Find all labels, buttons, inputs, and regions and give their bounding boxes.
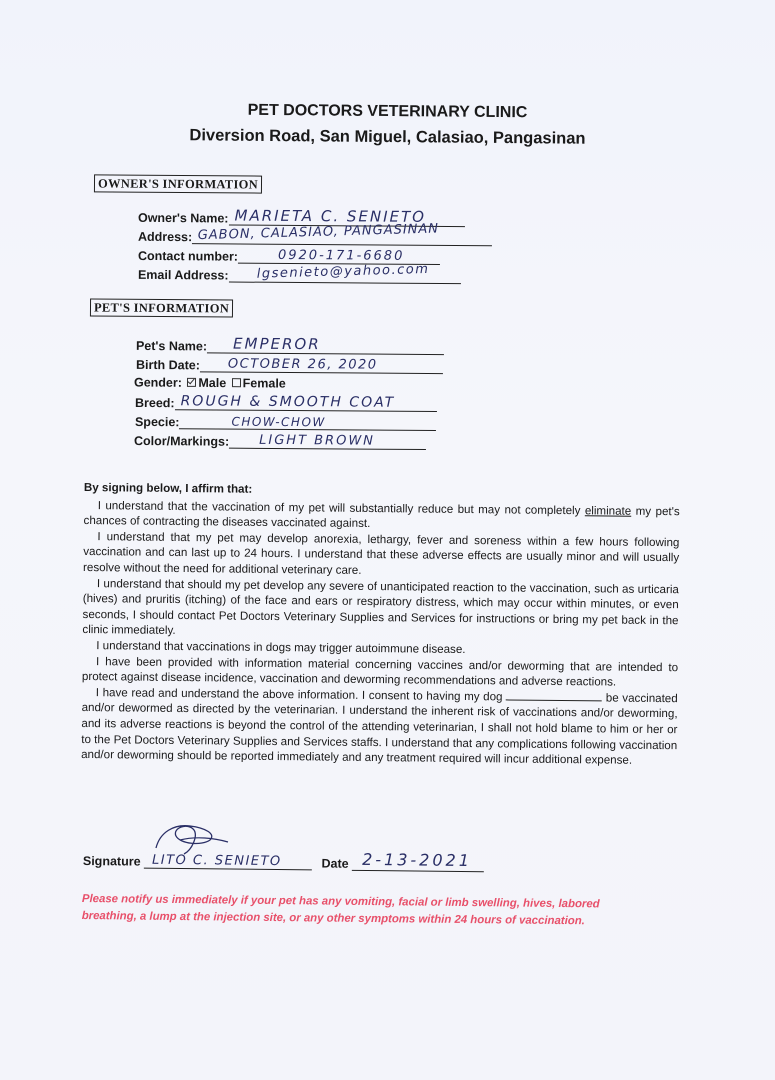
gender-female-checkbox[interactable] — [232, 378, 241, 387]
aftercare-notice: Please notify us immediately if your pet has any vomiting, facial or limb swelling, hives, labored breathing, a lump at the injection site, or any other symptoms within 24 hours of vaccination. — [81, 892, 600, 928]
date-label: Date — [321, 856, 349, 871]
consent-text — [81, 480, 680, 769]
pet-gender-field — [134, 375, 286, 390]
owner-email-field — [137, 261, 461, 284]
date-value: 2-13-2021 — [362, 849, 473, 871]
gender-female-label: Female — [242, 376, 286, 391]
consent-p6-text-end: be vaccinated and/or dewormed as directed by the veterinarian. I understand the inherent risk of vaccinations and/or deworming, and its adverse reactions is beyond the control of the attending veterinarian, I shall not hold blame to him or her or to the Pet Doctors Veterinary Supplies and Services staffs. I understand that any complications following vaccination and/or deworming should be reported immediately and any treatment required will incur additional expense. — [81, 691, 678, 767]
owner-email-value: lgsenieto@yahoo.com — [256, 261, 430, 282]
owner-email-line — [228, 261, 460, 285]
pet-breed-line — [175, 395, 437, 412]
owner-name-value: MARIETA C. SENIETO — [234, 206, 427, 226]
owner-name-label: Owner's Name: — [137, 210, 229, 226]
pet-color-field — [134, 433, 426, 450]
date-line[interactable] — [352, 849, 484, 872]
pet-birth-line — [200, 357, 443, 374]
consent-p1-text: I understand that the vaccination of my pet will substantially reduce but may not completely — [97, 498, 585, 517]
signature-value: LITO C. SENIETO — [151, 852, 282, 870]
gender-male-label: Male — [198, 375, 227, 391]
consent-p1-underlined: eliminate — [584, 503, 632, 518]
consent-paragraph — [81, 685, 678, 769]
signature-row — [82, 849, 484, 872]
owner-contact-value: 0920-171-6680 — [277, 247, 405, 264]
consent-p1-text-end: my pet's chances of contracting the diseases vaccinated against. — [83, 504, 680, 531]
clinic-name: PET DOCTORS VETERINARY CLINIC — [247, 101, 528, 122]
signature-line[interactable] — [144, 854, 312, 871]
owner-address-value: GABON, CALASIAO, PANGASINAN — [197, 221, 440, 244]
pet-birth-label: Birth Date: — [135, 357, 200, 373]
consent-p6-text: I have read and understand the above information. I consent to having my dog — [95, 685, 507, 704]
pet-name-line — [207, 334, 444, 355]
pet-color-label: Color/Markings: — [133, 433, 230, 449]
pet-name-label: Pet's Name: — [135, 338, 208, 354]
pet-name-value: EMPEROR — [233, 334, 321, 354]
pet-gender-label: Gender: — [133, 375, 182, 390]
owner-address-line — [192, 221, 492, 246]
pet-specie-value: CHOW-CHOW — [231, 414, 326, 430]
owner-address-field — [137, 221, 492, 246]
pet-breed-label: Breed: — [134, 395, 175, 411]
owner-address-label: Address: — [137, 229, 193, 245]
pet-color-value: LIGHT BROWN — [259, 432, 375, 449]
consent-paragraph: I understand that my pet may develop anorexia, lethargy, fever and soreness within a few hours following vaccination and can last up to 24 hours. I understand that these adverse effects are usually minor and will usually resolve without the need for additional veterinary care. — [83, 529, 680, 577]
owner-email-label: Email Address: — [137, 267, 229, 283]
clinic-address: Diversion Road, San Miguel, Calasiao, Pangasinan — [189, 126, 586, 148]
signature-scrawl-icon — [150, 820, 230, 856]
consent-paragraph: I understand that should my pet develop any severe of unanticipated reaction to the vaccination, such as urticaria (hives) and pruritis (itching) of the face and ears or respiratory distress, which may occur within minutes, or even seconds, I should contact Pet Doctors Veterinary Supplies and Services for instructions or bring my pet back in the clinic immediately. — [82, 576, 679, 638]
pet-birth-value: OCTOBER 26, 2020 — [227, 356, 378, 373]
signature-label: Signature — [82, 853, 141, 869]
pet-breed-field — [135, 395, 437, 412]
pet-specie-label: Specie: — [134, 414, 180, 430]
pet-specie-line — [179, 414, 436, 431]
consent-paragraph: I understand that vaccinations in dogs may trigger autoimmune disease. — [96, 639, 466, 656]
pet-name-field — [135, 334, 444, 355]
pet-specie-field — [135, 414, 437, 431]
gender-male-checkbox[interactable] — [187, 378, 196, 387]
pet-breed-value: ROUGH & SMOOTH COAT — [180, 393, 396, 411]
owner-contact-label: Contact number: — [137, 248, 239, 264]
consent-paragraph: I have been provided with information material concerning vaccines and/or deworming that are intended to protect against disease incidence, vaccination and deworming recommendations and adverse reactions. — [81, 654, 679, 689]
pet-color-line — [229, 434, 426, 450]
consent-heading: By signing below, I affirm that: — [83, 480, 253, 496]
dog-name-blank[interactable] — [506, 689, 602, 701]
pet-section-title: PET'S INFORMATION — [90, 299, 233, 318]
owner-section-title: OWNER'S INFORMATION — [94, 174, 262, 193]
pet-birth-field — [136, 357, 443, 374]
